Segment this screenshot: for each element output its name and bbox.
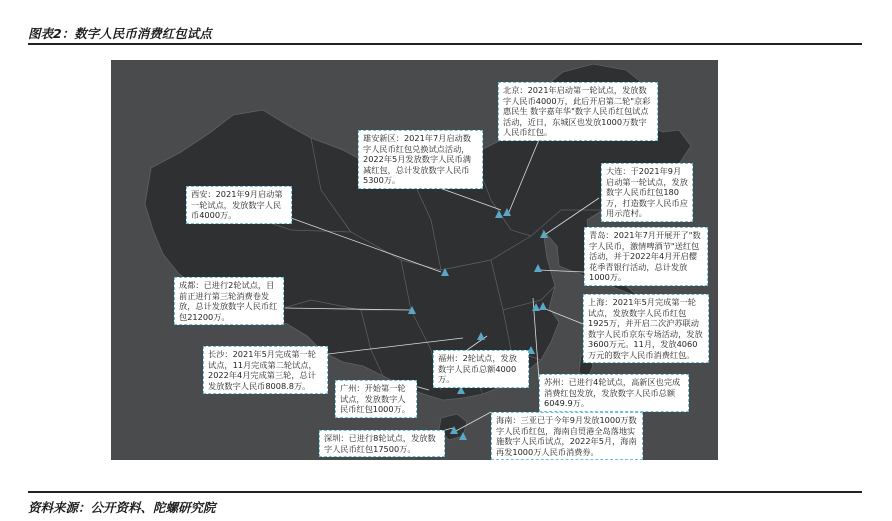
top-rule (28, 43, 862, 45)
callout-suzhou: 苏州：已进行4轮试点，高新区也完成消费红包发放，发放数字人民币总额6049.9万。 (539, 374, 689, 412)
source-note: 资料来源：公开资料、陀螺研究院 (28, 500, 216, 515)
callout-fuzhou: 福州：2轮试点，发放数字人民币总额4000万。 (433, 350, 529, 388)
callout-shenzhen: 深圳：已进行8轮试点，发放数字人民币红包17500万。 (319, 430, 445, 457)
callout-xian: 西安：2021年9月启动第一轮试点，发放数字人民币4000万。 (186, 186, 292, 224)
callout-guangzhou: 广州：开始第一轮试点，发放数字人民币红包1000万。 (335, 380, 417, 418)
callout-dalian: 大连：于2021年9月启动第一轮试点，发放数字人民币红包180万，打造数字人民币应用示范村。 (601, 163, 693, 222)
china-map (111, 60, 718, 460)
callout-qingdao: 青岛：2021年7月开展开了"数字人民币，激情啤酒节"送红包活动，并于2022年4月开启樱花季青银行活动，总计发放1000万。 (584, 227, 708, 286)
bottom-rule (28, 491, 862, 493)
callout-xiongan: 雄安新区：2021年7月启动数字人民币红包兑换试点活动，2022年5月发放数字人民币满减红包，总计发放数字人民币5300万。 (358, 130, 483, 189)
callout-hainan: 海南：三亚已于今年9月发放1000万数字人民币红包，海南自贸港全岛落地实施数字人民币试点，2022年5月，海南再发1000万人民币消费券。 (491, 412, 643, 460)
callout-chengdu: 成都：已进行2轮试点，目前正进行第三轮消费卷发放，总计发放数字人民币红包21200万。 (174, 277, 284, 325)
callout-beijing: 北京：2021年启动第一轮试点，发放数字人民币4000万，此后开启第二轮"京彩惠民生 数字嘉年华"数字人民币红包试点活动，近日，东城区也发放1000万数字人民币红包。 (498, 82, 658, 141)
figure-title: 图表2：数字人民币消费红包试点 (28, 26, 212, 41)
callout-shanghai: 上海：2021年5月完成第一轮试点，发放数字人民币红包1925万，并开启二次沪苏联动数字人民币京东专场活动，发放3600万元。11月，发放4060万元的数字人民币消费红包。 (583, 294, 709, 363)
callout-changsha: 长沙：2021年5月完成第一轮试点，11月完成第二轮试点，2022年4月完成第三轮，总计发放数字人民币8008.8万。 (203, 346, 328, 394)
